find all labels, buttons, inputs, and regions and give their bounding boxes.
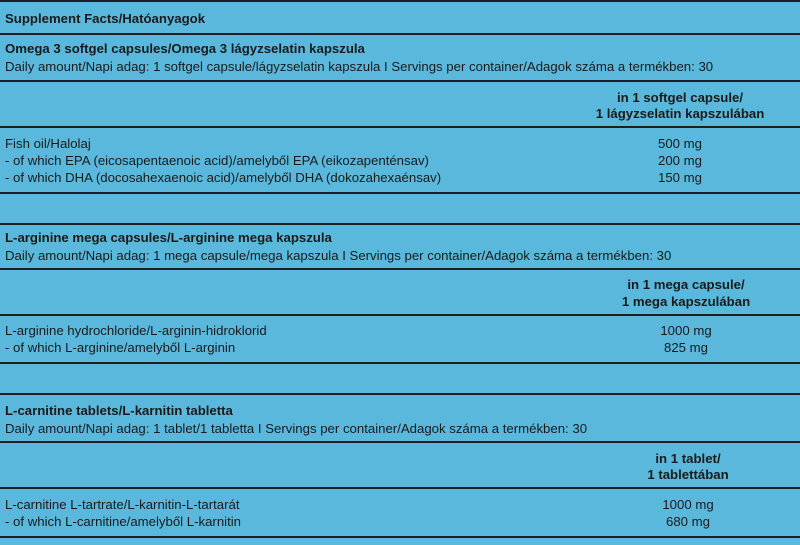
ingredient-label: - of which L-carnitine/amelyből L-karnitin xyxy=(5,514,242,529)
ingredient-value: 150 mg xyxy=(658,170,702,185)
daily-amount: Daily amount/Napi adag: 1 mega capsule/mega kapszula I Servings per container/Adagok száma a termékben: 30 xyxy=(5,248,672,263)
section-title: L-carnitine tablets/L-karnitin tabletta xyxy=(5,403,233,418)
ingredient-label: L-carnitine L-tartrate/L-karnitin-L-tartarát xyxy=(5,497,240,512)
daily-amount: Daily amount/Napi adag: 1 softgel capsule/lágyzselatin kapszula I Servings per container/Adagok száma a termékben: 30 xyxy=(5,59,714,74)
divider xyxy=(0,314,800,316)
divider xyxy=(0,268,800,270)
column-header: in 1 softgel capsule/ xyxy=(616,90,744,105)
section-title: L-arginine mega capsules/L-arginine mega kapszula xyxy=(5,230,332,245)
daily-amount: Daily amount/Napi adag: 1 tablet/1 tabletta I Servings per container/Adagok száma a termékben: 30 xyxy=(5,421,588,436)
divider xyxy=(0,80,800,82)
divider xyxy=(0,33,800,35)
panel-title: Supplement Facts/Hatóanyagok xyxy=(5,11,206,26)
divider xyxy=(0,441,800,443)
divider xyxy=(0,192,800,194)
divider xyxy=(0,487,800,489)
ingredient-value: 1000 mg xyxy=(662,497,714,512)
column-header: in 1 mega capsule/ xyxy=(627,277,745,292)
ingredient-value: 680 mg xyxy=(666,514,710,529)
column-header: 1 mega kapszulában xyxy=(621,294,751,309)
divider xyxy=(0,362,800,364)
column-header: in 1 tablet/ xyxy=(655,451,721,466)
column-header: 1 lágyzselatin kapszulában xyxy=(595,106,765,121)
ingredient-label: - of which L-arginine/amelyből L-arginin xyxy=(5,340,236,355)
section-title: Omega 3 softgel capsules/Omega 3 lágyzselatin kapszula xyxy=(5,41,365,56)
ingredient-value: 500 mg xyxy=(658,136,702,151)
divider xyxy=(0,393,800,395)
ingredient-value: 825 mg xyxy=(664,340,708,355)
column-header: 1 tablettában xyxy=(647,467,729,482)
ingredient-label: Fish oil/Halolaj xyxy=(5,136,91,151)
ingredient-value: 1000 mg xyxy=(660,323,712,338)
ingredient-value: 200 mg xyxy=(658,153,702,168)
divider xyxy=(0,536,800,538)
divider xyxy=(0,223,800,225)
divider xyxy=(0,0,800,2)
ingredient-label: - of which EPA (eicosapentaenoic acid)/amelyből EPA (eikozapenténsav) xyxy=(5,153,429,168)
divider xyxy=(0,126,800,128)
ingredient-label: - of which DHA (docosahexaenoic acid)/amelyből DHA (dokozahexaénsav) xyxy=(5,170,442,185)
ingredient-label: L-arginine hydrochloride/L-arginin-hidroklorid xyxy=(5,323,267,338)
